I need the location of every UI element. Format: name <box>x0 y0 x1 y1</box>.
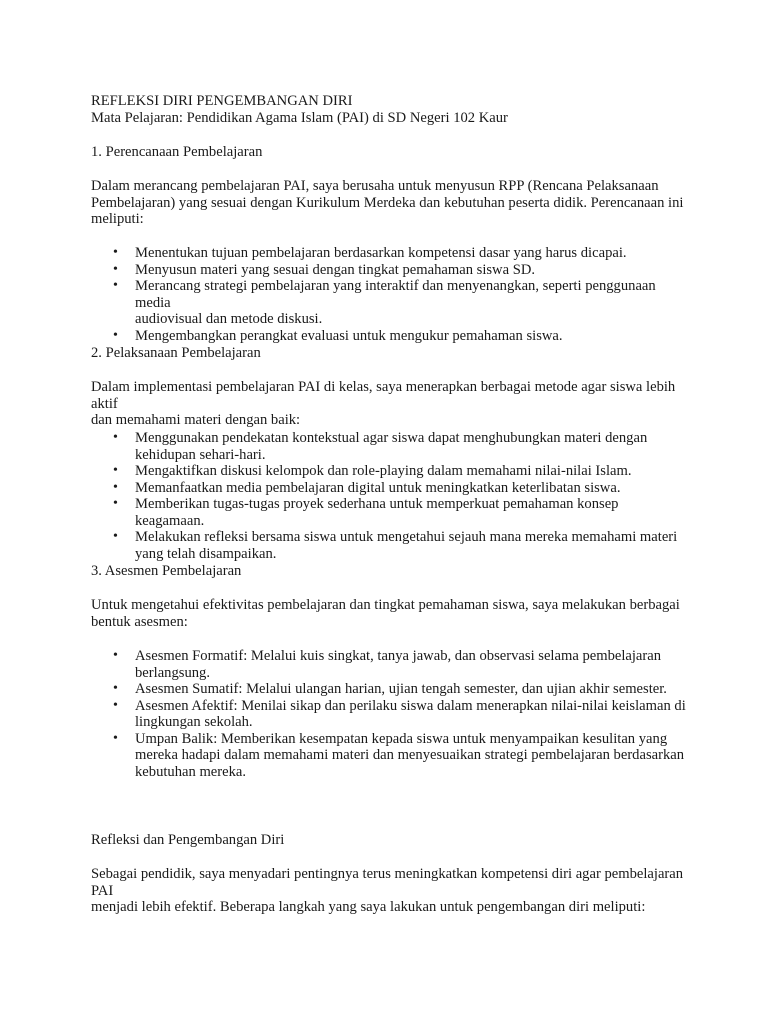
section-intro-asesmen <box>91 597 691 630</box>
list-item-line: • Asesmen Afektif: Menilai sikap dan perilaku siswa dalam menerapkan nilai-nilai keislaman di <box>135 697 686 714</box>
paragraph-line: Pembelajaran) yang sesuai dengan Kurikulum Merdeka dan kebutuhan peserta didik. Perencanaan ini <box>91 194 684 211</box>
list-item-line: lingkungan sekolah. <box>135 714 253 730</box>
list-item <box>91 681 691 698</box>
bullet-list-perencanaan <box>91 245 691 344</box>
list-item <box>91 463 691 480</box>
list-item-line: • Memberikan tugas-tugas proyek sederhana untuk memperkuat pemahaman konsep keagamaan. <box>135 496 619 529</box>
paragraph-line: dan memahami materi dengan baik: <box>91 412 301 428</box>
list-item-line: kehidupan sehari-hari. <box>135 446 266 463</box>
list-item-line: • Memanfaatkan media pembelajaran digital untuk meningkatkan keterlibatan siswa. <box>135 479 621 496</box>
paragraph-line: menjadi lebih efektif. Beberapa langkah yang saya lakukan untuk pengembangan diri meliputi: <box>91 899 646 915</box>
list-item <box>91 480 691 497</box>
list-item <box>91 698 691 731</box>
list-item <box>91 430 691 463</box>
list-item <box>91 245 691 262</box>
document-subtitle: Mata Pelajaran: Pendidikan Agama Islam (PAI) di SD Negeri 102 Kaur <box>91 109 508 126</box>
list-item-line: • Mengembangkan perangkat evaluasi untuk mengukur pemahaman siswa. <box>135 327 563 344</box>
list-item <box>91 731 691 781</box>
list-item <box>91 328 691 345</box>
paragraph-line: Dalam implementasi pembelajaran PAI di kelas, saya menerapkan berbagai metode agar siswa lebih aktif <box>91 379 676 412</box>
list-item-line: • Melakukan refleksi bersama siswa untuk mengetahui sejauh mana mereka memahami materi <box>135 529 678 545</box>
section-intro-perencanaan <box>91 178 691 228</box>
list-item-line: mereka hadapi dalam memahami materi dan menyesuaikan strategi pembelajaran berdasarkan <box>135 747 685 763</box>
list-item-line: • Merancang strategi pembelajaran yang interaktif dan menyenangkan, seperti penggunaan media <box>135 278 656 311</box>
section-intro-pelaksanaan <box>91 379 691 429</box>
list-item-line: • Asesmen Sumatif: Melalui ulangan harian, ujian tengah semester, dan ujian akhir semester. <box>135 681 667 697</box>
bullet-list-asesmen <box>91 648 691 780</box>
list-item <box>91 278 691 328</box>
list-item <box>91 496 691 529</box>
section-heading-perencanaan: 1. Perencanaan Pembelajaran <box>91 144 263 160</box>
list-item <box>91 262 691 279</box>
section-heading-asesmen: 3. Asesmen Pembelajaran <box>91 563 242 579</box>
list-item-line: • Menggunakan pendekatan kontekstual agar siswa dapat menghubungkan materi dengan <box>135 430 648 446</box>
document-header <box>91 93 691 126</box>
bullet-list-pelaksanaan <box>91 430 691 562</box>
list-item <box>91 648 691 681</box>
paragraph-line: Untuk mengetahui efektivitas pembelajaran dan tingkat pemahaman siswa, saya melakukan berbagai <box>91 597 680 613</box>
document-title: REFLEKSI DIRI PENGEMBANGAN DIRI <box>91 93 353 109</box>
list-item-line: kebutuhan mereka. <box>135 763 247 780</box>
section-heading-pelaksanaan: 2. Pelaksanaan Pembelajaran <box>91 345 261 361</box>
list-item-line: yang telah disampaikan. <box>135 545 277 562</box>
list-item <box>91 529 691 562</box>
list-item-line: • Asesmen Formatif: Melalui kuis singkat, tanya jawab, dan observasi selama pembelajaran <box>135 648 662 664</box>
paragraph-line: Dalam merancang pembelajaran PAI, saya berusaha untuk menyusun RPP (Rencana Pelaksanaan <box>91 178 659 194</box>
list-item-line: • Menentukan tujuan pembelajaran berdasarkan kompetensi dasar yang harus dicapai. <box>135 245 627 261</box>
paragraph-line: meliputi: <box>91 211 144 227</box>
list-item-line: • Mengaktifkan diskusi kelompok dan role-playing dalam memahami nilai-nilai Islam. <box>135 463 632 479</box>
paragraph-line: bentuk asesmen: <box>91 613 188 630</box>
list-item-line: berlangsung. <box>135 664 210 681</box>
section-intro-refleksi <box>91 866 691 916</box>
paragraph-line: Sebagai pendidik, saya menyadari pentingnya terus meningkatkan kompetensi diri agar pembelajaran PAI <box>91 866 684 899</box>
section-heading-refleksi: Refleksi dan Pengembangan Diri <box>91 832 285 848</box>
list-item-line: audiovisual dan metode diskusi. <box>135 311 323 327</box>
list-item-line: • Umpan Balik: Memberikan kesempatan kepada siswa untuk menyampaikan kesulitan yang <box>135 730 668 747</box>
list-item-line: • Menyusun materi yang sesuai dengan tingkat pemahaman siswa SD. <box>135 261 536 278</box>
